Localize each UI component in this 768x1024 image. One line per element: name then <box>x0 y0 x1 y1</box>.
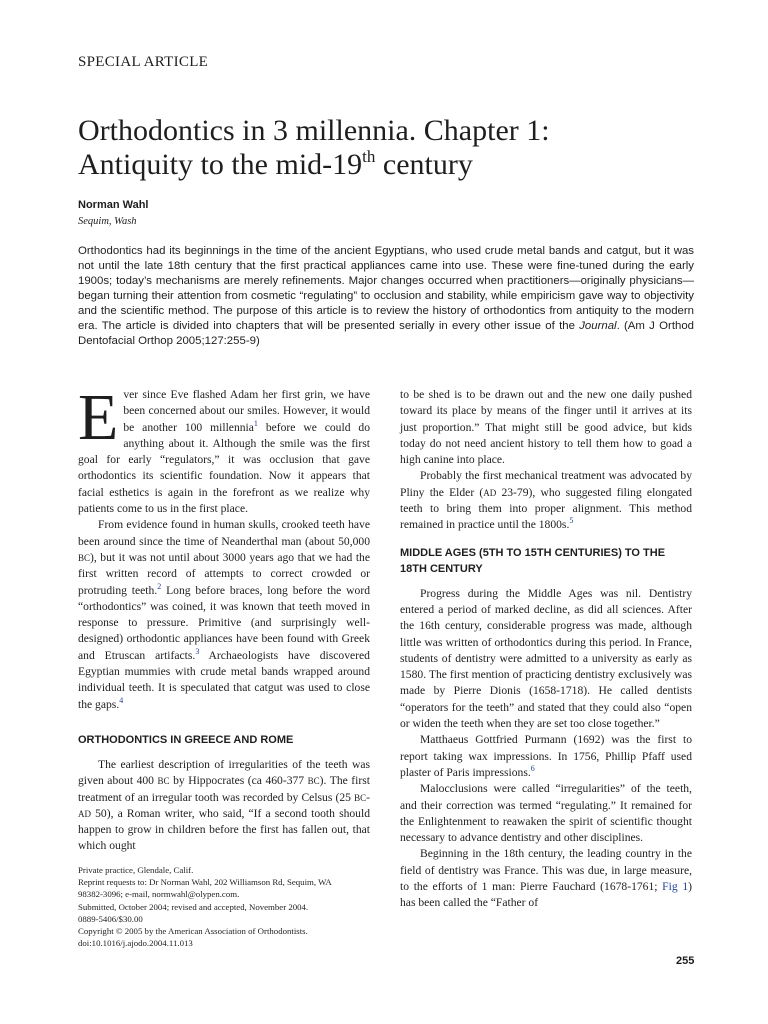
abstract-journal-italic: Journal <box>579 320 617 332</box>
footnote-line: 0889-5406/$30.00 <box>78 913 143 924</box>
left-column <box>78 381 370 855</box>
era-label: BC <box>157 776 170 787</box>
fauchard-text-b: ) has been called the “Father of <box>400 880 692 910</box>
greece-text-c: ). The first treatment of an irregular tooth was recorded by Celsus (25 <box>78 774 370 804</box>
footnote-line: 98382-3096; e-mail, normwahl@olypen.com. <box>78 889 240 900</box>
footnote-line: doi:10.1016/j.ajodo.2004.11.013 <box>78 938 193 949</box>
abstract-text: Orthodontics had its beginnings in the time of the ancient Egyptians, who used crude metal bands and catgut, but it was not until the late 18th century that the first practical appliances came into use. These were fine-tuned during the early 1900s; today’s mechanisms are merely refinements. Major changes occurred when practitioners—originally physicians—began turning their attention from cosmetic “regulating” to occlusion and stability, while empiricism gave way to objectivity and the scientific method. The purpose of this article is to review the history of orthodontics from antiquity to the modern era. The article is divided into chapters that will be presented serially in every other issue of the <box>78 245 694 332</box>
malocclusion-paragraph: Malocclusions were called “irregularities” of the teeth, and their correction was termed “regulating.” It remained for the Enlightenment to reawaken the spirit of scientific thought necessary to advance dentistry and other disciplines. <box>400 782 692 845</box>
era-dash: - <box>366 790 370 804</box>
greece-text-d: 50), a Roman writer, who said, “If a second tooth should happen to grow in children before the first has fallen out, that which ought <box>78 806 370 853</box>
pliny-text-b: 23-79), who suggested filing elongated teeth to bring them into proper alignment. This method remained in practice until the 1800s. <box>400 485 692 532</box>
title-superscript: th <box>362 147 376 166</box>
footnote-line: Copyright © 2005 by the American Association of Orthodontists. <box>78 926 308 937</box>
reference-6-link[interactable]: 6 <box>530 763 535 773</box>
page-number: 255 <box>676 955 695 967</box>
middle-ages-paragraph: Progress during the Middle Ages was nil. Dentistry entered a period of marked decline, as did all sciences. After the 16th century, considerable progress was made, although little was written of orthodontics during this period. In France, students of dentistry were admitted to a university as early as 1580. The first mention of practicing dentistry exclusively was made by Pierre Dionis (1658-1718). He called dentists “operators for the teeth” and stated that they could also “open or widen the teeth when they are set too close together.” <box>400 586 692 731</box>
reference-1-link[interactable]: 1 <box>253 418 258 428</box>
title-line-2-text: Antiquity to the mid-19 <box>78 148 363 181</box>
abstract-citation: . (Am J Orthod Dentofacial Orthop 2005;127:255-9) <box>78 320 694 347</box>
intro-paragraph <box>78 381 370 517</box>
pliny-paragraph <box>400 468 692 533</box>
era-label: BC <box>354 792 367 803</box>
footnotes <box>78 864 378 949</box>
title-line-2 <box>78 148 473 181</box>
era-label: AD <box>483 487 497 498</box>
reference-3-link[interactable]: 3 <box>195 646 200 656</box>
footnote-line: Reprint requests to: Dr Norman Wahl, 202 Williamson Rd, Sequim, WA <box>78 877 332 888</box>
section-heading-greece-rome: ORTHODONTICS IN GREECE AND ROME <box>78 733 294 746</box>
author-name: Norman Wahl <box>78 199 149 211</box>
evidence-text-c: Long before braces, long before the word “orthodontics” was coined, it was known that teeth moved in response to pressure. Primitive (and surprisingly well-designed) orthodontic appliances have been found with Greek and Etruscan artifacts. <box>78 583 370 662</box>
greece-text-a: The earliest description of irregularities of the teeth was given about 400 <box>78 757 370 788</box>
purmann-text: Matthaeus Gottfried Purmann (1692) was the first to report taking wax impressions. In 1756, Phillip Pfaff used plaster of Paris impressions. <box>400 733 692 779</box>
drop-cap: E <box>78 381 119 454</box>
era-label: AD <box>78 808 91 819</box>
reference-2-link[interactable]: 2 <box>157 581 162 591</box>
evidence-text-b: ), but it was not until about 3000 years ago that we had the first written record of attempts to correct crowded or protruding teeth. <box>78 550 370 597</box>
evidence-paragraph <box>78 517 370 713</box>
title-line-2-end: century <box>375 148 473 181</box>
era-label: BC <box>78 552 91 563</box>
fauchard-text-a: Beginning in the 18th century, the leading country in the field of dentistry was France. This was due, in large measure, to the efforts of 1 man: Pierre Fauchard (1678-1761; <box>400 847 692 894</box>
article-title <box>78 114 718 182</box>
evidence-text-a: From evidence found in human skulls, crooked teeth have been around since the time of Neanderthal man (about 50,000 <box>78 518 370 548</box>
purmann-paragraph <box>400 732 692 781</box>
pliny-text-a: Probably the first mechanical treatment was advocated by Pliny the Elder ( <box>400 469 692 499</box>
section-heading-middle-ages: MIDDLE AGES (5TH TO 15TH CENTURIES) TO THE 18TH CENTURY <box>400 546 666 575</box>
reference-4-link[interactable]: 4 <box>119 695 124 705</box>
intro-text-b: before we could do anything about it. Although the smile was the first goal for early “regulators,” it was occlusion that gave orthodontics its scientific foundation. Now it appears that facial esthetics is again in the forefront as we realize why patients come to us in the first place. <box>78 420 370 516</box>
title-line-1: Orthodontics in 3 millennia. Chapter 1: <box>78 114 550 147</box>
footnote-line: Private practice, Glendale, Calif. <box>78 865 194 875</box>
greece-rome-paragraph <box>78 757 370 855</box>
era-label: BC <box>307 776 320 787</box>
right-column <box>400 387 692 912</box>
evidence-text-d: Archaeologists have discovered Egyptian mummies with crude metal bands wrapped around individual teeth. It is speculated that catgut was used to close the gaps. <box>78 648 370 711</box>
figure-1-link[interactable]: Fig 1 <box>662 880 689 894</box>
footnote-line: Submitted, October 2004; revised and accepted, November 2004. <box>78 901 309 912</box>
section-label: SPECIAL ARTICLE <box>78 54 209 70</box>
greece-text-b: by Hippocrates (ca 460-377 <box>169 774 308 788</box>
reference-5-link[interactable]: 5 <box>569 516 574 526</box>
continued-paragraph: to be shed is to be drawn out and the new one daily pushed toward its place by means of the finger until it arrives at its just proportion.” That might still be good advice, but kids today do not need ancient history to tell them how to goad a high canine into place. <box>400 388 692 467</box>
abstract <box>78 244 694 349</box>
fauchard-paragraph <box>400 846 692 911</box>
intro-text-a: ver since Eve flashed Adam her first grin, we have been concerned about our smiles. However, it would be another 100 millennia <box>123 388 370 434</box>
author-affiliation: Sequim, Wash <box>78 216 137 227</box>
